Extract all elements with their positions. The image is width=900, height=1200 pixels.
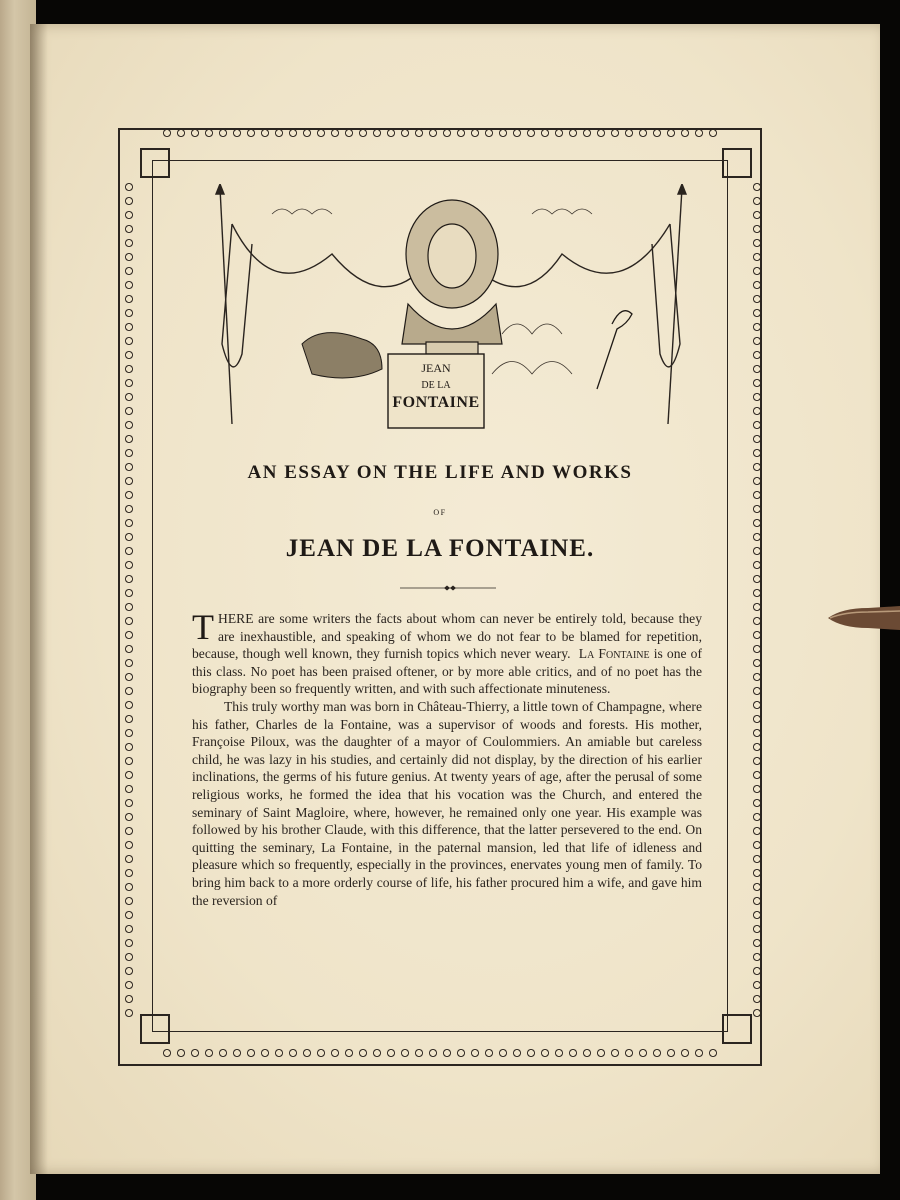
paragraph-1-lead: HERE are some writers the facts about whom can never be entirely told, because they are inexhaustible, and speaking of whom we do not fear to be blamed for repetition, because, though well known, they furnish topics which never weary. xyxy=(192,611,702,662)
ornamental-rule xyxy=(400,585,496,591)
paragraph-1 xyxy=(192,610,702,698)
plaque-line-2: DE LA xyxy=(421,380,451,391)
essay-body xyxy=(192,610,702,909)
plaque-line-3: FONTAINE xyxy=(392,394,480,411)
author-name-smallcaps: La Fontaine xyxy=(578,646,650,662)
corner-ornament xyxy=(140,148,170,178)
pen-nib-bookmark xyxy=(828,598,900,638)
corner-ornament xyxy=(722,1014,752,1044)
essay-title: AN ESSAY ON THE LIFE AND WORKS xyxy=(247,462,633,483)
title-connector: OF xyxy=(433,508,447,517)
spine-shadow xyxy=(30,24,48,1174)
paragraph-2: This truly worthy man was born in Château-Thierry, a little town of Champagne, where his father, Charles de la Fontaine, was a supervisor of woods and forests. His mother, Françoise Piloux, was the daughter of a mayor of Coulommiers. An amiable but careless child, he was lazy in his studies, and certainly did not display, by the direction of his earlier inclinations, the germs of his future genius. At twenty years of age, after the perusal of some religious works, he formed the idea that his vocation was the Church, and entered the seminary of Saint Magloire, where, however, he remained only one year. His example was followed by his brother Claude, with this difference, that the latter persevered to the end. On quitting the seminary, La Fontaine, in the paternal mansion, led that life of idleness and pleasure which so frequently, especially in the provinces, enervates young men of family. To bring him back to a more orderly course of life, his father procured him a wife, and gave him the reversion of xyxy=(192,698,702,908)
corner-ornament xyxy=(140,1014,170,1044)
plaque-line-1: JEAN xyxy=(421,361,451,375)
subject-name: JEAN DE LA FONTAINE. xyxy=(285,535,595,562)
corner-ornament xyxy=(722,148,752,178)
portrait-bust-engraving xyxy=(212,184,690,432)
plaque-text xyxy=(388,360,484,411)
drop-cap: T xyxy=(192,610,214,647)
paragraph-1-rest: is one of this class. No poet has been praised oftener, or by more able critics, and of no poet has the biography been so frequently written, and with such affectionate minuteness. xyxy=(192,646,702,697)
